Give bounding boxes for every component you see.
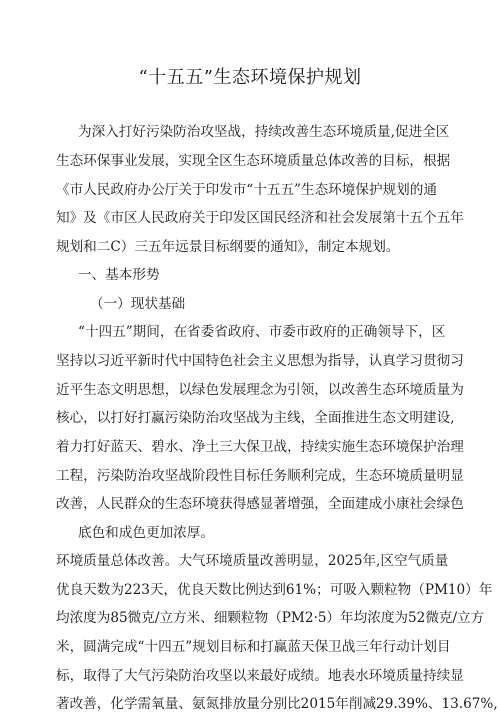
paragraph-line: 生态环保事业发展，实现全区生态环境质量总体改善的目标，根据 (56, 153, 451, 169)
paragraph-line: 核心，以打好打赢污染防治攻坚战为主线，全面推进生态文明建设, (56, 410, 455, 426)
paragraph-line: 着力打好蓝天、碧水、净土三大保卫战，持续实施生态环境保护治理 (56, 439, 464, 455)
paragraph-line: 米，圆满完成“十四五”规划目标和打赢蓝天保卫战三年行动计划目 (56, 639, 451, 655)
paragraph-line: 标，取得了大气污染防治攻坚以来最好成绩。地表水环境质量持续显 (56, 668, 464, 684)
paragraph-line: 坚持以习近平新时代中国特色社会主义思想为指导，认真学习贯彻习 (56, 353, 464, 369)
paragraph-line: 知》及《市区人民政府关于印发区国民经济和社会发展第十五个五年 (56, 210, 464, 226)
paragraph-line: 规划和二C）三五年远景目标纲要的通知》，制定本规划。 (56, 239, 400, 255)
paragraph-line: 改善，人民群众的生态环境获得感显著增强，全面建成小康社会绿色 (56, 496, 464, 512)
paragraph-line: 著改善，化学需氧量、氨氮排放量分别比2015年削减29.39%、13.67%, (56, 696, 498, 712)
paragraph-line: “十四五”期间，在省委省政府、市委市政府的正确领导下，区 (78, 324, 446, 340)
paragraph-line: 优良天数为223天，优良天数比例达到61%；可吸入颗粒物（PM10）年 (56, 582, 493, 598)
subsection-heading: （一）现状基础 (90, 296, 186, 312)
paragraph-line: 均浓度为85微克/立方米、细颗粒物（PM2·5）年均浓度为52微克/立方 (56, 610, 485, 626)
paragraph-line: 《市人民政府办公厅关于印发市“十五五”生态环境保护规划的通 (56, 182, 437, 198)
section-heading: 一、基本形势 (78, 267, 160, 283)
paragraph-line: 环境质量总体改善。大气环境质量改善明显，2025年,区空气质量 (56, 553, 449, 569)
paragraph-line: 为深入打好污染防治攻坚战，持续改善生态环境质量,促进全区 (78, 124, 450, 140)
paragraph-line: 底色和成色更加浓厚。 (78, 525, 214, 541)
paragraph-line: 工程，污染防治攻坚战阶段性目标任务顺利完成，生态环境质量明显 (56, 468, 464, 484)
paragraph-line: 近平生态文明思想，以绿色发展理念为引领，以改善生态环境质量为 (56, 382, 464, 398)
document-title: “十五五”生态环境保护规划 (138, 67, 362, 88)
